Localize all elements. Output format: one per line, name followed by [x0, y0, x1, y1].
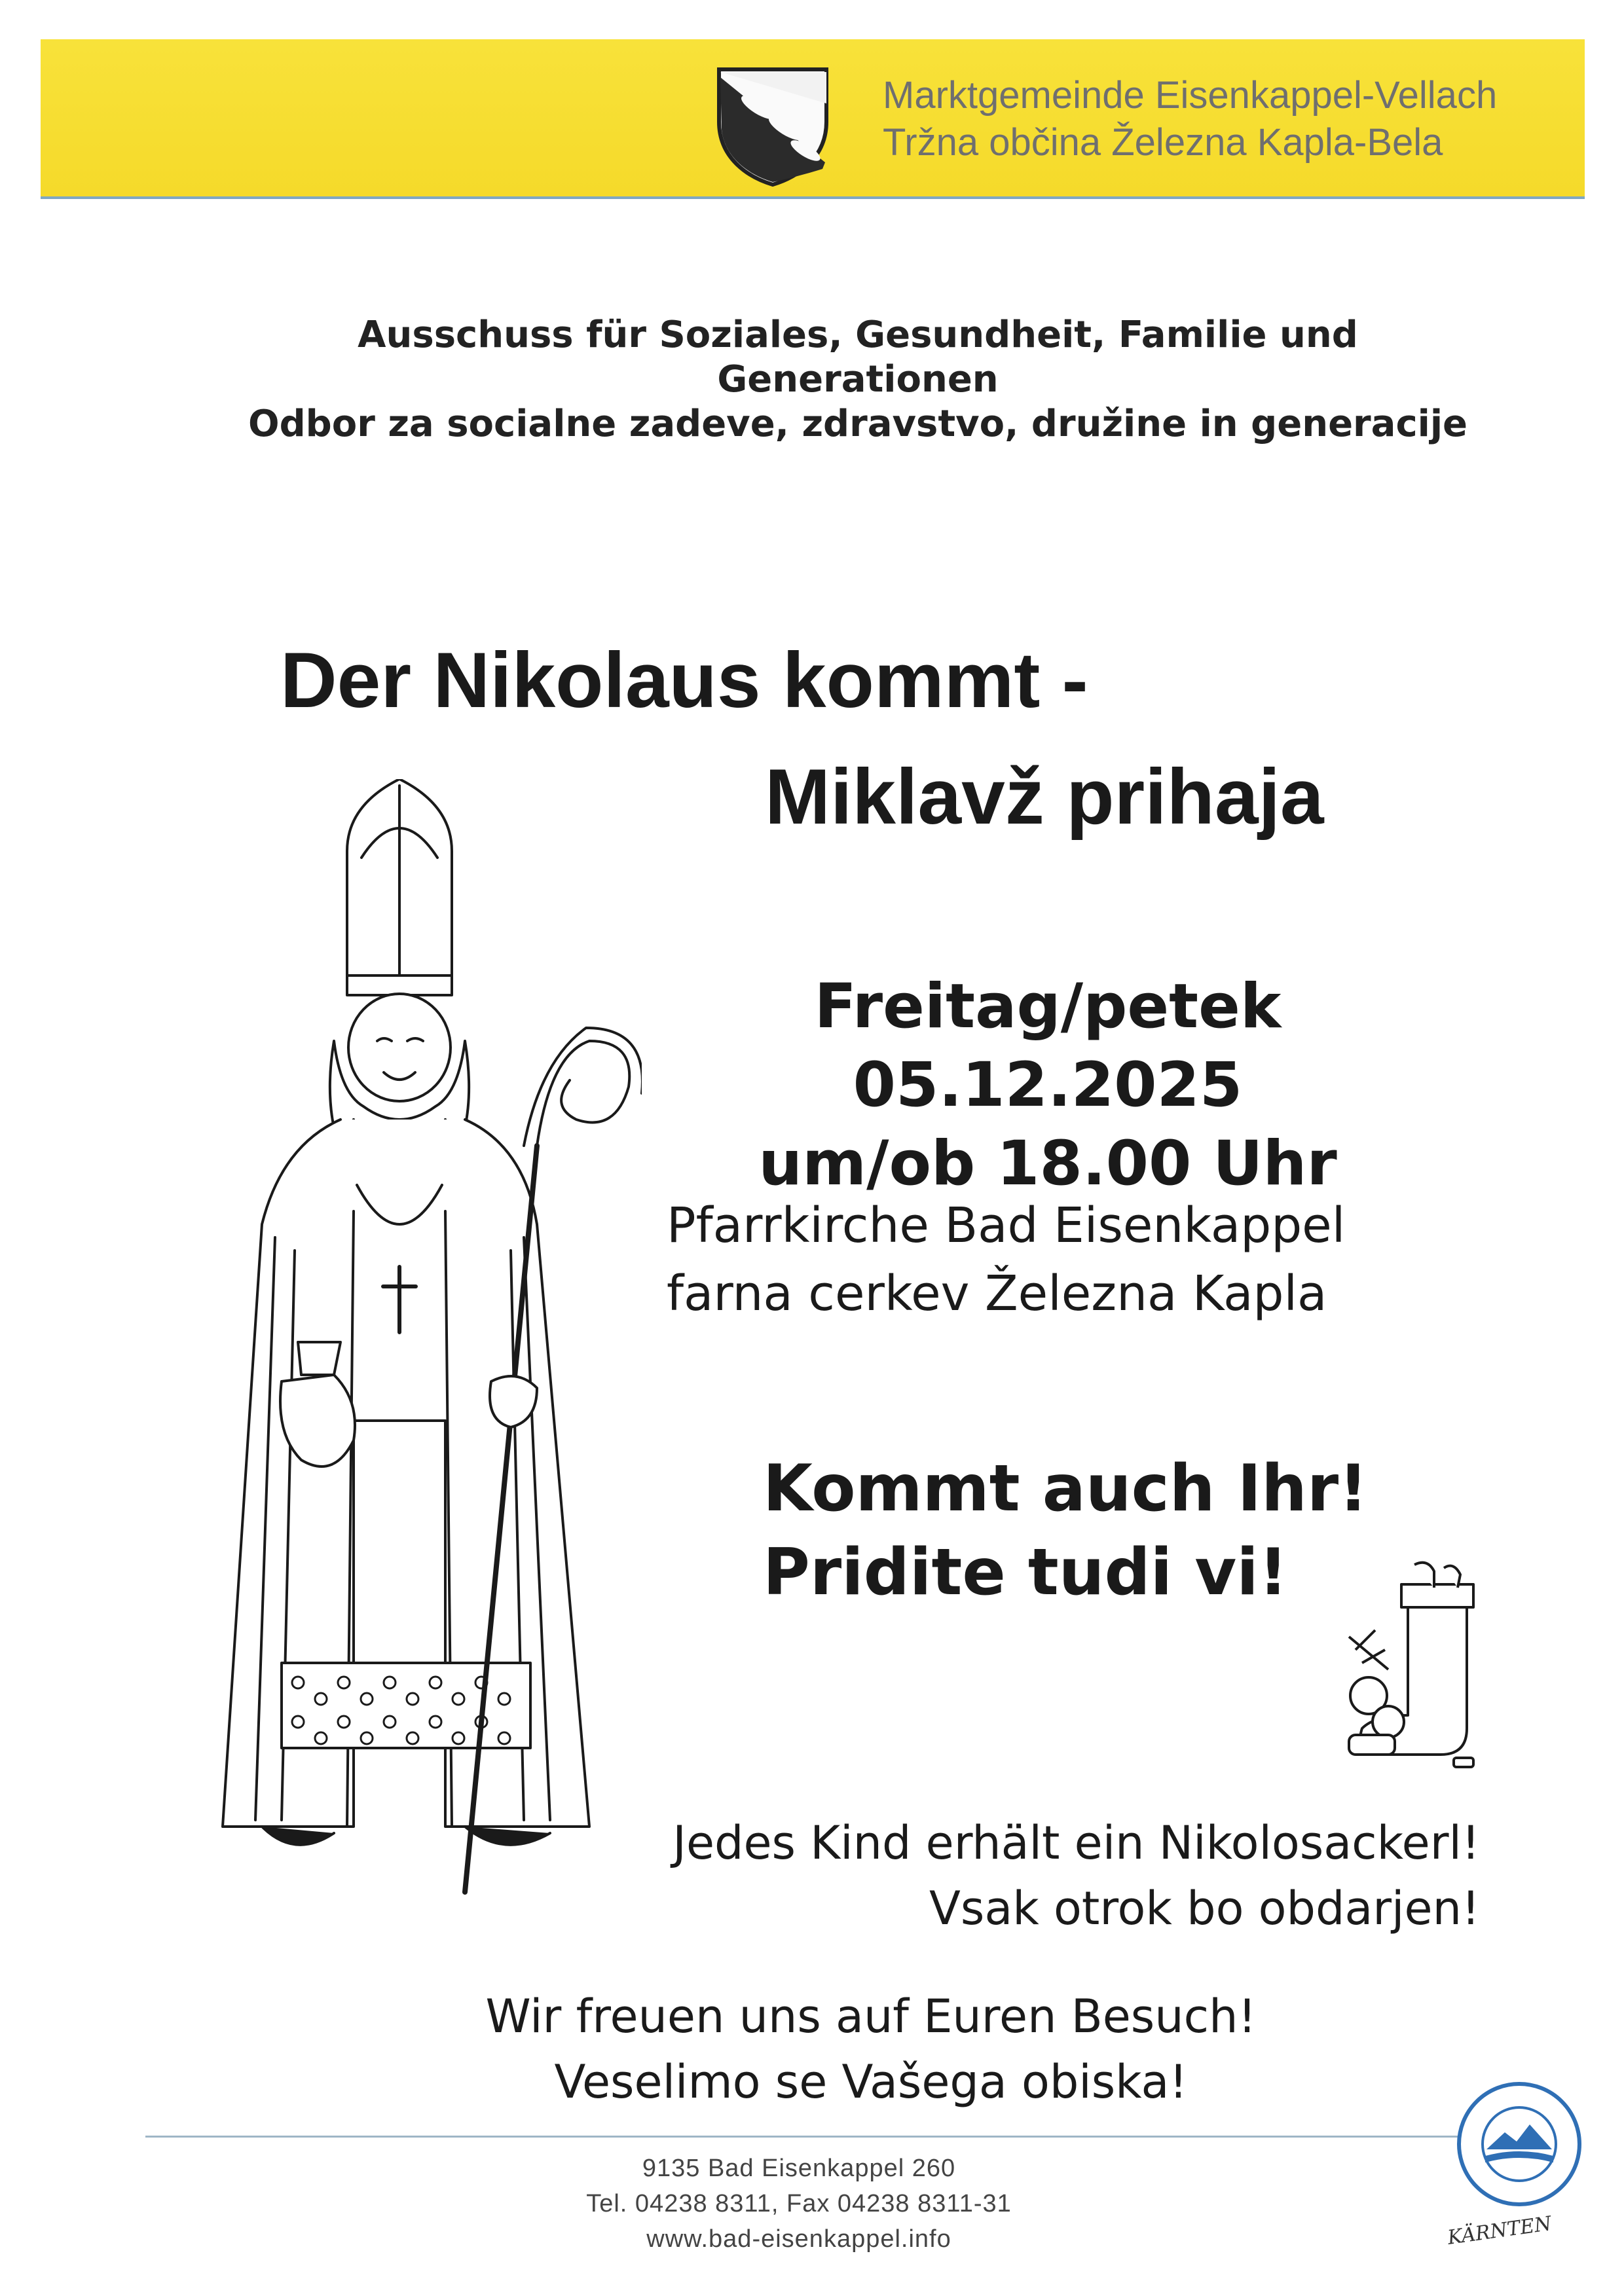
- header-divider: [41, 196, 1585, 199]
- municipality-name-sl: Tržna občina Železna Kapla-Bela: [883, 121, 1443, 164]
- saint-nicholas-illustration: [183, 779, 642, 1905]
- title-slovene: Miklavž prihaja: [765, 753, 1324, 841]
- footer-phone: Tel. 04238 8311, Fax 04238 8311-31: [586, 2190, 1012, 2217]
- event-day: Freitag/petek: [814, 971, 1282, 1042]
- coat-of-arms-fish-icon: [707, 64, 838, 189]
- committee-heading: [0, 313, 1624, 446]
- footer-address: 9135 Bad Eisenkappel 260: [642, 2155, 956, 2182]
- region-logo: KÄRNTEN: [1446, 2212, 1553, 2250]
- footer-divider: [145, 2136, 1481, 2138]
- welcome-de: Wir freuen uns auf Euren Besuch!: [485, 1990, 1257, 2043]
- welcome-sl: Veselimo se Vašega obiska!: [554, 2055, 1188, 2109]
- invitation-de: Kommt auch Ihr!: [763, 1451, 1368, 1526]
- title-german: Der Nikolaus kommt -: [280, 636, 1088, 724]
- event-time: um/ob 18.00 Uhr: [758, 1128, 1337, 1199]
- gift-note-de: Jedes Kind erhält ein Nikolosackerl!: [673, 1816, 1480, 1870]
- event-location: [667, 1192, 1345, 1328]
- footer-contact: [471, 2151, 1126, 2257]
- committee-line-2: Generationen: [717, 358, 999, 401]
- gift-note: [589, 1810, 1480, 1941]
- event-location-sl: farna cerkev Železna Kapla: [667, 1266, 1327, 1322]
- event-location-de: Pfarrkirche Bad Eisenkappel: [667, 1197, 1346, 1254]
- welcome-message: [249, 1984, 1493, 2115]
- event-datetime: [701, 968, 1395, 1203]
- committee-line-3: Odbor za socialne zadeve, zdravstvo, družine in generacije: [248, 403, 1468, 445]
- climate-resort-badge-icon: [1454, 2079, 1585, 2210]
- municipality-name: [883, 72, 1497, 166]
- municipality-name-de: Marktgemeinde Eisenkappel-Vellach: [883, 74, 1498, 117]
- footer-website: www.bad-eisenkappel.info: [646, 2225, 951, 2253]
- event-date: 05.12.2025: [853, 1049, 1243, 1121]
- gift-note-sl: Vsak otrok bo obdarjen!: [929, 1882, 1480, 1935]
- committee-line-1: Ausschuss für Soziales, Gesundheit, Familie und: [358, 314, 1358, 356]
- gift-boot-icon: [1336, 1558, 1486, 1774]
- invitation-sl: Pridite tudi vi!: [763, 1535, 1288, 1610]
- invitation: [763, 1447, 1368, 1614]
